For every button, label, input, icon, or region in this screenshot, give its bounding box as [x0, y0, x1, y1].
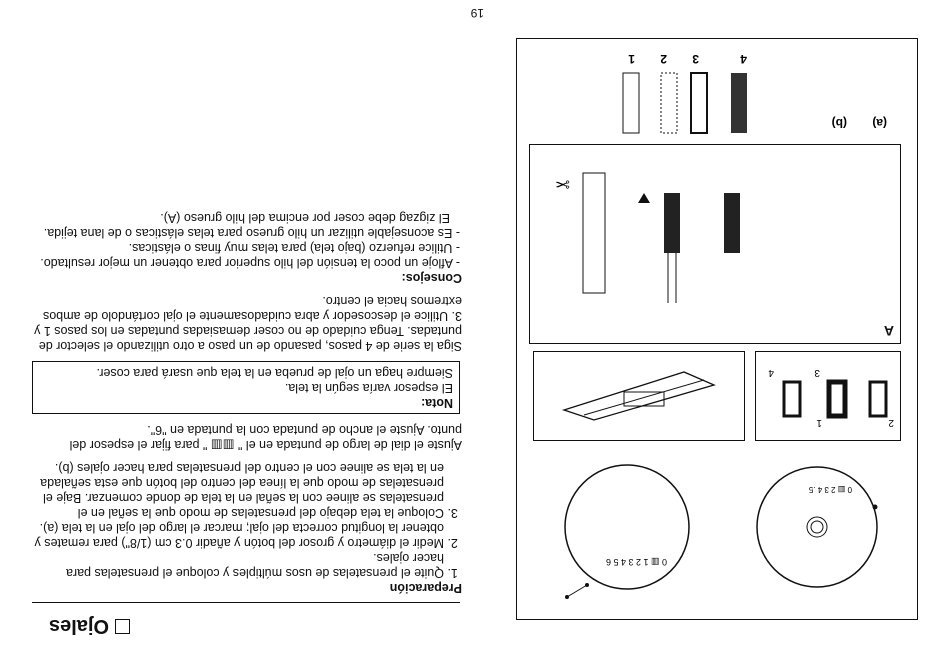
checkbox-icon [115, 619, 130, 634]
title-text: Ojales [48, 615, 109, 637]
step-label: 2 [888, 417, 894, 428]
step-item: 2. Medir el diámetro y grosor del botón y añadir 0.3 cm (1/8") para remates y obtener la longitud correcta del ojal; marcar el largo del ojal en la tela (a). [32, 520, 444, 550]
label-a: (a) [872, 116, 887, 130]
dial-left-marks: 0 ▥ 1 2 3 4 5 6 [605, 557, 667, 567]
step-label: 1 [628, 52, 635, 66]
dial-right-marks: 0 ▥ 2 3 4 .5 [808, 485, 852, 494]
step-label: 1 [816, 417, 822, 428]
tip-item: - Afloje un poco la tensión del hilo superior para obtener un mejor resultado. [32, 255, 450, 270]
stitch-steps-illustration [756, 352, 900, 440]
step-label: 2 [660, 52, 667, 66]
steps-list [32, 460, 462, 580]
note-box [32, 361, 460, 414]
step-label: 4 [740, 52, 747, 66]
page-number: 19 [470, 6, 484, 20]
tips-heading: Consejos: [401, 271, 462, 285]
thread-cutting-illustration [530, 153, 750, 313]
stitch-steps-box [755, 351, 901, 441]
section-heading-preparacion: Preparación [389, 581, 462, 595]
step-item: 1. Quite el prensatelas de usos múltiples y coloque el prensatelas para hacer ojales. [32, 550, 444, 580]
tip-item: - Utilice refuerzo (bajo tela) para telas muy finas o elásticas. [32, 240, 450, 255]
figure-A-label: A [883, 323, 894, 339]
buttonhole-steps-illustration [527, 43, 907, 139]
label-b: (b) [831, 116, 847, 130]
series-instruction: Siga la serie de 4 pasos, pasando de un paso a otro utilizando el selector de puntadas. Tenga cuidado de no coser demasiadas puntadas en los pasos 1 y 3. Utilice el descosedor y abra cuidadosamente el ojal cortándolo de ambos extremos hacia el centro. [34, 294, 462, 353]
presser-foot-illustration [534, 352, 744, 440]
step-label: 3 [692, 52, 699, 66]
step-label: 3 [814, 367, 820, 378]
note-heading: Nota: [421, 396, 453, 410]
dials-illustration [537, 447, 897, 607]
tip-item: - Es aconsejable utilizar un hilo grueso para telas elásticas o de lana tejida. El zigzag debe coser por encima del hilo grueso (A). [32, 210, 450, 240]
scissors-icon: ✂ [554, 174, 570, 194]
figure-panel [516, 38, 918, 620]
note-line: Siempre haga un ojal de prueba en la tela que usará para coser. [96, 366, 453, 380]
note-line: El espesor varía según la tela. [284, 381, 453, 395]
dial-instruction: Ajuste el dial de largo de puntada en el " ▥▥ " para fijar el espesor del punto. Ajuste el ancho de puntada con la puntada en "6". [69, 423, 462, 452]
tips-list [32, 210, 462, 270]
page-title [49, 614, 130, 637]
title-rule [32, 602, 460, 603]
step-item: 3. Coloque la tela debajo del prensatelas de modo que la señal en el prensatelas se alinee con la señal en la tela de donde comenzar. Baje el prensatelas de modo que la línea del centro del botón que esta señalada en la tela se alinee con el centro del prensatelas para hacer ojales (b). [32, 460, 444, 520]
presser-foot-box [533, 351, 745, 441]
step-label: 4 [768, 367, 774, 378]
text-column [32, 210, 462, 595]
figure-A-box [529, 144, 901, 344]
